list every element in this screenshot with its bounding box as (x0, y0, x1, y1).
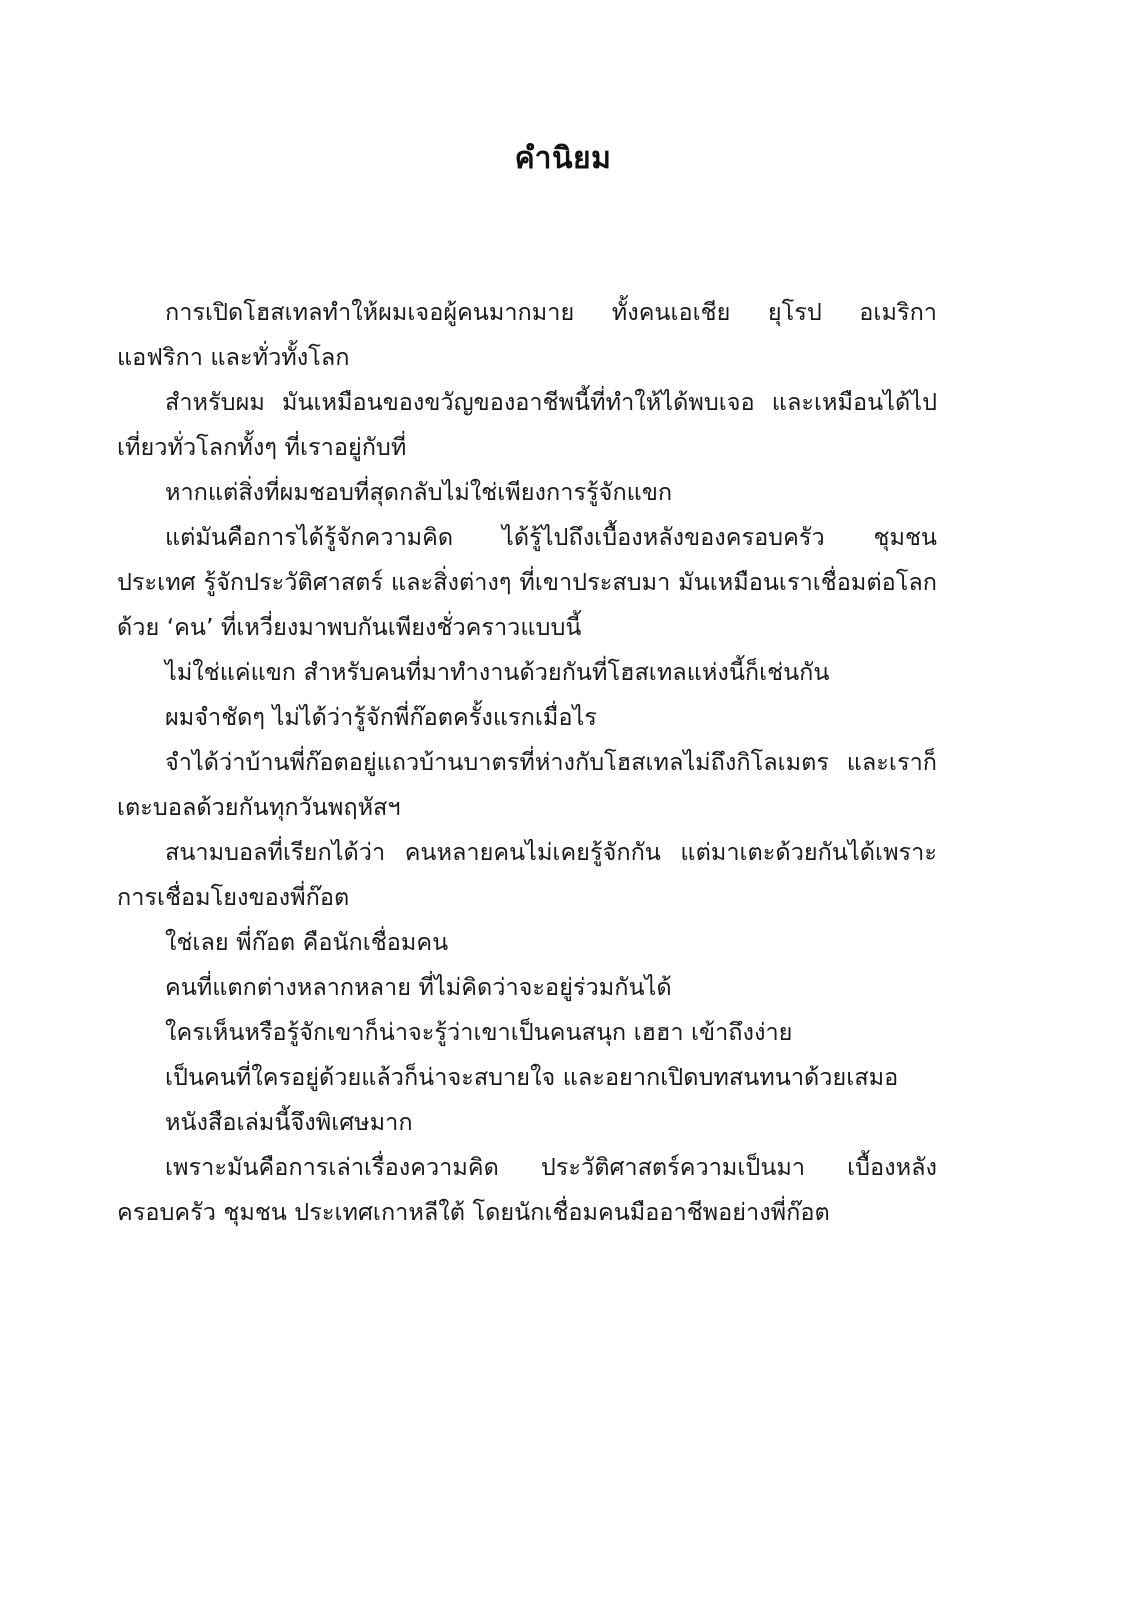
paragraph-3: หากแต่สิ่งที่ผมชอบที่สุดกลับไม่ใช่เพียงการรู้จักแขก (165, 478, 673, 506)
paragraph-7: จำได้ว่าบ้านพี่ก๊อตอยู่แถวบ้านบาตรที่ห่างกับโฮสเทลไม่ถึงกิโลเมตร และเราก็เตะบอลด้วยกันทุกวันพฤหัสฯ (117, 748, 937, 821)
paragraph-12: เป็นคนที่ใครอยู่ด้วยแล้วก็น่าจะสบายใจ และอยากเปิดบทสนทนาด้วยเสมอ (165, 1063, 899, 1091)
paragraph-14: เพราะมันคือการเล่าเรื่องความคิด ประวัติศาสตร์ความเป็นมา เบื้องหลัง ครอบครัว ชุมชน ประเทศเกาหลีใต้ โดยนักเชื่อมคนมืออาชีพอย่างพี่ก๊อต (117, 1153, 937, 1226)
paragraph-2: สำหรับผม มันเหมือนของขวัญของอาชีพนี้ที่ทำให้ได้พบเจอ และเหมือนได้ไปเที่ยวทั่วโลกทั้งๆ ที่เราอยู่กับที่ (117, 388, 937, 461)
paragraph-8: สนามบอลที่เรียกได้ว่า คนหลายคนไม่เคยรู้จักกัน แต่มาเตะด้วยกันได้เพราะการเชื่อมโยงของพี่ก๊อต (117, 838, 937, 911)
paragraph-11: ใครเห็นหรือรู้จักเขาก็น่าจะรู้ว่าเขาเป็นคนสนุก เฮฮา เข้าถึงง่าย (165, 1018, 793, 1046)
paragraph-5: ไม่ใช่แค่แขก สำหรับคนที่มาทำงานด้วยกันที่โฮสเทลแห่งนี้ก็เช่นกัน (165, 658, 830, 686)
paragraph-1: การเปิดโฮสเทลทำให้ผมเจอผู้คนมากมาย ทั้งคนเอเชีย ยุโรป อเมริกา แอฟริกา และทั่วทั้งโลก (117, 298, 937, 371)
paragraph-10: คนที่แตกต่างหลากหลาย ที่ไม่คิดว่าจะอยู่ร่วมกันได้ (165, 973, 672, 1001)
paragraph-6: ผมจำชัดๆ ไม่ได้ว่ารู้จักพี่ก๊อตครั้งแรกเมื่อไร (165, 703, 597, 731)
page-title: คำนิยม (514, 141, 612, 176)
paragraph-4: แต่มันคือการได้รู้จักความคิด ได้รู้ไปถึงเบื้องหลังของครอบครัว ชุมชน ประเทศ รู้จักประวัติศาสตร์ และสิ่งต่างๆ ที่เขาประสบมา มันเหมือนเราเชื่อมต่อโลกด้วย ‘คน’ ที่เหวี่ยงมาพบกันเพียงชั่วคราวแบบนี้ (117, 523, 937, 641)
body-text (117, 290, 937, 1235)
paragraph-13: หนังสือเล่มนี้จึงพิเศษมาก (165, 1108, 413, 1136)
paragraph-9: ใช่เลย พี่ก๊อต คือนักเชื่อมคน (165, 928, 449, 956)
